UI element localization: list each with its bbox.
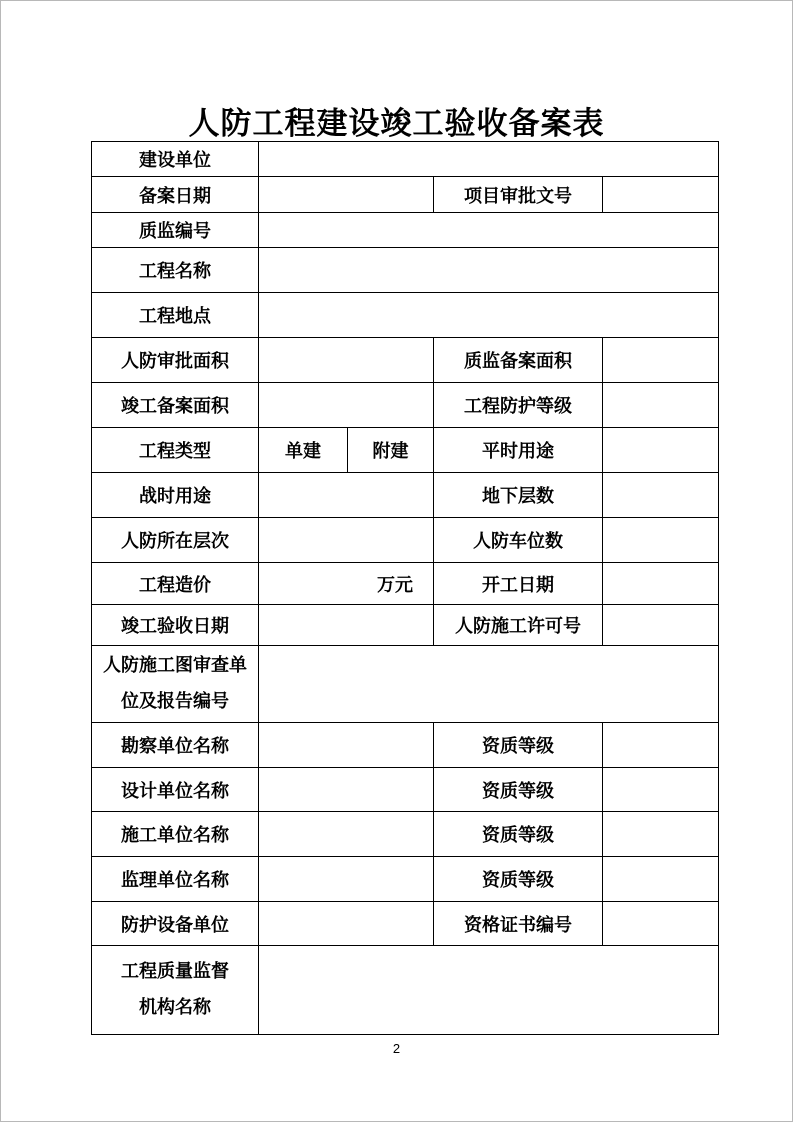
field-drawing-review-unit[interactable] (259, 646, 719, 723)
field-supervision-qualification-grade[interactable] (603, 857, 719, 902)
field-completion-filing-area[interactable] (259, 383, 434, 428)
label-wartime-use: 战时用途 (92, 473, 259, 518)
label-design-qualification-grade: 资质等级 (434, 768, 603, 812)
row-project-type (92, 428, 719, 473)
field-acceptance-date[interactable] (259, 605, 434, 646)
label-survey-qualification-grade: 资质等级 (434, 723, 603, 768)
document-title: 人防工程建设竣工验收备案表 (188, 106, 605, 142)
field-qc-filing-area[interactable] (603, 338, 719, 383)
label-cd-parking-spaces: 人防车位数 (434, 518, 603, 563)
row-acceptance-date (92, 605, 719, 646)
field-project-cost[interactable] (259, 563, 434, 605)
field-cd-floor-level[interactable] (259, 518, 434, 563)
field-quality-agency[interactable] (259, 946, 719, 1035)
row-filing-date (92, 177, 719, 213)
label-quality-agency-line2: 机构名称 (139, 997, 211, 1018)
field-project-name[interactable] (259, 248, 719, 293)
label-quality-agency (92, 946, 259, 1035)
row-approved-area (92, 338, 719, 383)
page-number: 2 (392, 1041, 401, 1056)
label-drawing-review-unit-line2: 位及报告编号 (121, 691, 229, 712)
label-project-approval-no: 项目审批文号 (434, 177, 603, 213)
label-drawing-review-unit-line1: 人防施工图审查单 (103, 655, 247, 676)
field-project-location[interactable] (259, 293, 719, 338)
row-project-cost (92, 563, 719, 605)
row-wartime-use (92, 473, 719, 518)
field-construction-unit[interactable] (259, 142, 719, 177)
row-quality-agency (92, 946, 719, 1035)
field-underground-floors[interactable] (603, 473, 719, 518)
label-project-cost: 工程造价 (92, 563, 259, 605)
label-qc-number: 质监编号 (92, 213, 259, 248)
label-cd-approved-area: 人防审批面积 (92, 338, 259, 383)
label-filing-date: 备案日期 (92, 177, 259, 213)
row-builder-unit (92, 812, 719, 857)
label-project-location: 工程地点 (92, 293, 259, 338)
label-supervision-qualification-grade: 资质等级 (434, 857, 603, 902)
field-start-date[interactable] (603, 563, 719, 605)
row-supervision-unit (92, 857, 719, 902)
label-drawing-review-unit (92, 646, 259, 723)
field-construction-permit-no[interactable] (603, 605, 719, 646)
label-protective-equipment-unit: 防护设备单位 (92, 902, 259, 946)
label-start-date: 开工日期 (434, 563, 603, 605)
label-certificate-no: 资格证书编号 (434, 902, 603, 946)
field-protection-grade[interactable] (603, 383, 719, 428)
field-cd-parking-spaces[interactable] (603, 518, 719, 563)
label-construction-unit: 建设单位 (92, 142, 259, 177)
field-builder-qualification-grade[interactable] (603, 812, 719, 857)
label-construction-permit-no: 人防施工许可号 (434, 605, 603, 646)
label-peacetime-use: 平时用途 (434, 428, 603, 473)
row-qc-number (92, 213, 719, 248)
label-project-name: 工程名称 (92, 248, 259, 293)
label-cd-floor-level: 人防所在层次 (92, 518, 259, 563)
field-filing-date[interactable] (259, 177, 434, 213)
label-builder-qualification-grade: 资质等级 (434, 812, 603, 857)
row-design-unit (92, 768, 719, 812)
field-builder-unit-name[interactable] (259, 812, 434, 857)
field-survey-qualification-grade[interactable] (603, 723, 719, 768)
option-attached[interactable]: 附建 (348, 428, 434, 473)
field-protective-equipment-unit[interactable] (259, 902, 434, 946)
row-drawing-review (92, 646, 719, 723)
label-supervision-unit-name: 监理单位名称 (92, 857, 259, 902)
label-underground-floors: 地下层数 (434, 473, 603, 518)
field-certificate-no[interactable] (603, 902, 719, 946)
label-protection-grade: 工程防护等级 (434, 383, 603, 428)
label-qc-filing-area: 质监备案面积 (434, 338, 603, 383)
row-construction-unit (92, 142, 719, 177)
row-protective-equipment (92, 902, 719, 946)
label-design-unit-name: 设计单位名称 (92, 768, 259, 812)
field-design-unit-name[interactable] (259, 768, 434, 812)
row-survey-unit (92, 723, 719, 768)
label-survey-unit-name: 勘察单位名称 (92, 723, 259, 768)
field-qc-number[interactable] (259, 213, 719, 248)
field-supervision-unit-name[interactable] (259, 857, 434, 902)
row-project-name (92, 248, 719, 293)
label-builder-unit-name: 施工单位名称 (92, 812, 259, 857)
row-project-location (92, 293, 719, 338)
field-design-qualification-grade[interactable] (603, 768, 719, 812)
field-cd-approved-area[interactable] (259, 338, 434, 383)
label-completion-filing-area: 竣工备案面积 (92, 383, 259, 428)
field-survey-unit-name[interactable] (259, 723, 434, 768)
row-completion-area (92, 383, 719, 428)
cost-unit: 万元 (377, 574, 413, 596)
label-project-type: 工程类型 (92, 428, 259, 473)
field-wartime-use[interactable] (259, 473, 434, 518)
option-standalone[interactable]: 单建 (259, 428, 348, 473)
field-peacetime-use[interactable] (603, 428, 719, 473)
row-floor-level (92, 518, 719, 563)
filing-form-table (91, 141, 719, 1035)
field-project-approval-no[interactable] (603, 177, 719, 213)
label-acceptance-date: 竣工验收日期 (92, 605, 259, 646)
label-quality-agency-line1: 工程质量监督 (121, 961, 229, 982)
